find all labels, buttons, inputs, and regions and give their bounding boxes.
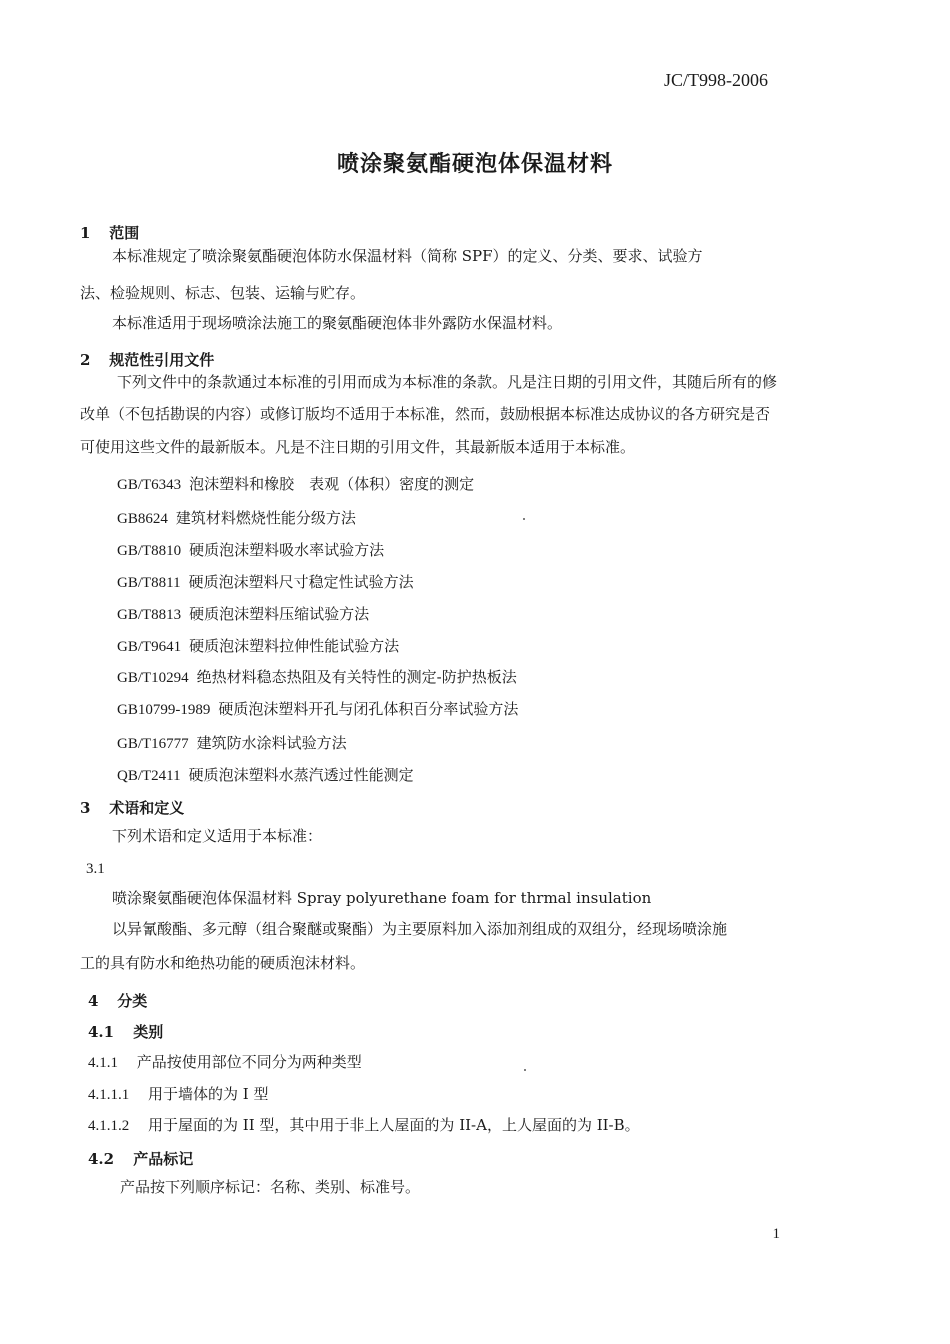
clause-number: 4.2 (88, 1150, 115, 1168)
reference-item (117, 507, 356, 528)
page-number: 1 (772, 1226, 780, 1242)
reference-title: 建筑材料燃烧性能分级方法 (175, 509, 356, 527)
reference-code: GB/T8813 (117, 607, 182, 623)
reference-item (117, 698, 518, 719)
section-title: 范围 (109, 224, 140, 242)
clause-4-2-heading (88, 1148, 193, 1169)
reference-code: GB10799-1989 (117, 702, 211, 718)
paragraph-line: 改单（不包括勘误的内容）或修订版均不适用于本标准，然而，鼓励根据本标准达成协议的各方研究是否 (80, 405, 771, 423)
section-1-heading (80, 222, 139, 243)
paragraph-line: 下列术语和定义适用于本标准： (112, 827, 323, 845)
clause-4-1-1-1 (88, 1083, 269, 1104)
paragraph-line: 下列文件中的条款通过本标准的引用而成为本标准的条款。凡是注日期的引用文件，其随后所有的修 (117, 373, 778, 391)
section-number: 2 (80, 351, 91, 369)
clause-number: 4.1.1 (88, 1055, 118, 1071)
paragraph-line: 以异氰酸酯、多元醇（组合聚醚或聚酯）为主要原料加入添加剂组成的双组分，经现场喷涂施 (112, 920, 728, 938)
document-title: 喷涂聚氨酯硬泡体保温材料 (336, 151, 613, 177)
clause-text: 用于屋面的为 II 型，其中用于非上人屋面的为 II-A，上人屋面的为 II-B。 (148, 1116, 640, 1134)
paragraph-line: 法、检验规则、标志、包装、运输与贮存。 (80, 284, 366, 302)
clause-number: 4.1.1.1 (88, 1087, 130, 1103)
reference-item (117, 635, 399, 656)
section-title: 规范性引用文件 (109, 351, 215, 369)
clause-title: 产品标记 (133, 1150, 194, 1168)
reference-code: GB/T9641 (117, 639, 182, 655)
reference-item (117, 666, 517, 687)
section-title: 术语和定义 (109, 799, 185, 817)
section-number: 3 (80, 799, 91, 817)
paragraph-line: 产品按下列顺序标记：名称、类别、标准号。 (120, 1178, 421, 1196)
clause-number: 4.1 (88, 1023, 115, 1041)
clause-number: 3.1 (86, 861, 105, 877)
reference-title: 硬质泡沫塑料开孔与闭孔体积百分率试验方法 (218, 700, 519, 718)
section-3-heading (80, 797, 184, 818)
clause-number: 4.1.1.2 (88, 1118, 130, 1134)
clause-text: 用于墙体的为 I 型 (148, 1085, 269, 1103)
reference-title: 建筑防水涂料试验方法 (196, 734, 347, 752)
reference-code: GB/T6343 (117, 477, 182, 493)
reference-item (117, 539, 384, 560)
reference-title: 硬质泡沫塑料压缩试验方法 (189, 605, 370, 623)
clause-text: 产品按使用部位不同分为两种类型 (136, 1053, 362, 1071)
reference-item (117, 473, 474, 494)
reference-item (117, 571, 414, 592)
reference-item (117, 732, 347, 753)
section-2-heading (80, 349, 214, 370)
paragraph-line: 工的具有防水和绝热功能的硬质泡沫材料。 (80, 954, 366, 972)
standard-number: JC/T998-2006 (663, 70, 768, 90)
paragraph-line: 可使用这些文件的最新版本。凡是不注日期的引用文件，其最新版本适用于本标准。 (80, 438, 636, 456)
clause-4-1-heading (88, 1021, 163, 1042)
reference-title: 泡沫塑料和橡胶 表观（体积）密度的测定 (189, 475, 475, 493)
section-title: 分类 (117, 992, 148, 1010)
reference-code: GB8624 (117, 511, 168, 527)
paragraph-line: 本标准适用于现场喷涂法施工的聚氨酯硬泡体非外露防水保温材料。 (112, 314, 563, 332)
reference-code: GB/T10294 (117, 670, 189, 686)
reference-code: GB/T8810 (117, 543, 182, 559)
reference-title: 硬质泡沫塑料尺寸稳定性试验方法 (188, 573, 414, 591)
term-line: 喷涂聚氨酯硬泡体保温材料 Spray polyurethane foam for thrmal insulation (112, 889, 652, 907)
clause-title: 类别 (133, 1023, 164, 1041)
clause-4-1-1 (88, 1051, 362, 1072)
reference-item (117, 764, 414, 785)
scan-speck (524, 1069, 526, 1071)
scan-speck (523, 518, 525, 520)
clause-4-1-1-2 (88, 1114, 640, 1135)
reference-code: QB/T2411 (117, 768, 181, 784)
section-number: 4 (88, 992, 99, 1010)
section-4-heading (88, 990, 147, 1011)
reference-code: GB/T8811 (117, 575, 181, 591)
paragraph-line: 本标准规定了喷涂聚氨酯硬泡体防水保温材料（简称 SPF）的定义、分类、要求、试验方 (112, 247, 703, 265)
section-number: 1 (80, 224, 91, 242)
reference-code: GB/T16777 (117, 736, 189, 752)
reference-title: 硬质泡沫塑料吸水率试验方法 (189, 541, 385, 559)
reference-title: 硬质泡沫塑料水蒸汽透过性能测定 (188, 766, 414, 784)
reference-title: 硬质泡沫塑料拉伸性能试验方法 (189, 637, 400, 655)
reference-title: 绝热材料稳态热阻及有关特性的测定-防护热板法 (196, 668, 517, 686)
reference-item (117, 603, 369, 624)
